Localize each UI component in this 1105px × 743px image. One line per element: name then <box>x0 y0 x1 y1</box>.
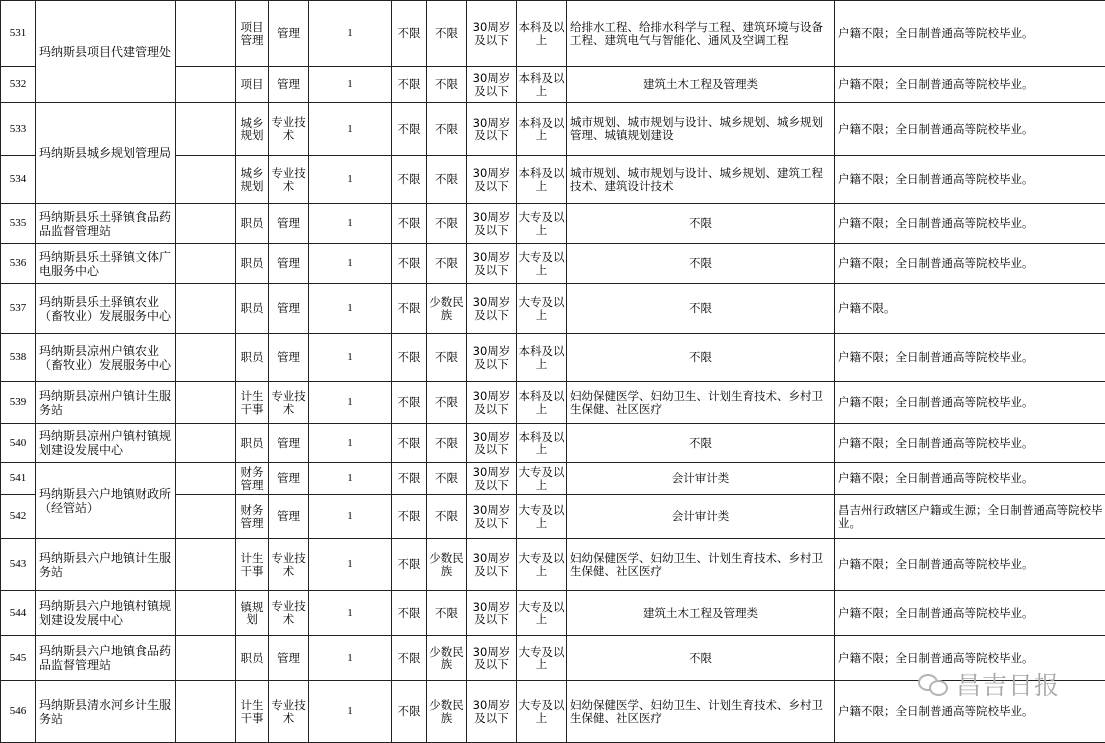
major-requirement: 不限 <box>567 334 835 382</box>
table-row <box>1 334 1105 382</box>
education-requirement: 本科及以上 <box>517 345 566 370</box>
position-name: 项目 <box>236 78 268 91</box>
position-name: 城乡规划 <box>236 167 268 192</box>
blank-cell <box>176 681 236 743</box>
age-requirement: 30周岁及以下 <box>467 646 516 671</box>
row-number: 539 <box>1 382 36 424</box>
blank-cell <box>176 204 236 244</box>
other-requirement: 户籍不限；全日制普通高等院校毕业。 <box>835 1 1105 67</box>
major-requirement: 城市规划、城市规划与设计、城乡规划、城乡规划管理、城镇规划建设 <box>567 103 835 156</box>
blank-cell <box>176 591 236 636</box>
age-requirement: 30周岁及以下 <box>467 211 516 236</box>
position-category: 管理 <box>269 204 309 244</box>
other-requirement: 户籍不限；全日制普通高等院校毕业。 <box>835 334 1105 382</box>
education-requirement: 大专及以上 <box>517 601 566 626</box>
row-number: 532 <box>1 67 36 103</box>
department-name: 玛纳斯县六户地镇村镇规划建设发展中心 <box>36 591 176 636</box>
education-requirement: 本科及以上 <box>517 431 566 456</box>
hire-count: 1 <box>309 103 392 156</box>
hire-count: 1 <box>309 204 392 244</box>
row-number: 533 <box>1 103 36 156</box>
position-category: 管理 <box>269 284 309 334</box>
requirement-cell: 不限 <box>392 78 426 91</box>
ethnicity-requirement: 少数民族 <box>427 296 466 321</box>
ethnicity-requirement: 不限 <box>427 217 466 230</box>
age-requirement: 30周岁及以下 <box>467 552 516 577</box>
education-requirement: 大专及以上 <box>517 552 566 577</box>
age-requirement: 30周岁及以下 <box>467 296 516 321</box>
major-requirement: 不限 <box>567 636 835 681</box>
position-name: 职员 <box>236 302 268 315</box>
department-name: 玛纳斯县六户地镇食品药品监督管理站 <box>36 636 176 681</box>
position-name: 城乡规划 <box>236 117 268 142</box>
table-row <box>1 284 1105 334</box>
row-number: 538 <box>1 334 36 382</box>
position-name: 职员 <box>236 437 268 450</box>
major-requirement: 不限 <box>567 244 835 284</box>
wechat-icon <box>918 672 948 696</box>
department-name: 玛纳斯县凉州户镇农业（畜牧业）发展服务中心 <box>36 334 176 382</box>
hire-count: 1 <box>309 156 392 204</box>
major-requirement: 建筑土木工程及管理类 <box>567 591 835 636</box>
ethnicity-requirement: 不限 <box>427 27 466 40</box>
ethnicity-requirement: 不限 <box>427 396 466 409</box>
age-requirement: 30周岁及以下 <box>467 466 516 491</box>
position-category: 管理 <box>269 636 309 681</box>
ethnicity-requirement: 不限 <box>427 173 466 186</box>
blank-cell <box>176 156 236 204</box>
hire-count: 1 <box>309 334 392 382</box>
other-requirement: 户籍不限；全日制普通高等院校毕业。 <box>835 204 1105 244</box>
other-requirement: 户籍不限；全日制普通高等院校毕业。 <box>835 156 1105 204</box>
department-name: 玛纳斯县六户地镇财政所（经管站） <box>36 463 176 539</box>
age-requirement: 30周岁及以下 <box>467 601 516 626</box>
position-category: 专业技术 <box>269 681 309 743</box>
department-name: 玛纳斯县清水河乡计生服务站 <box>36 681 176 743</box>
row-number: 543 <box>1 539 36 591</box>
requirement-cell: 不限 <box>392 217 426 230</box>
education-requirement: 大专及以上 <box>517 504 566 529</box>
position-name: 财务管理 <box>236 504 268 529</box>
position-category: 专业技术 <box>269 156 309 204</box>
blank-cell <box>176 636 236 681</box>
position-name: 计生干事 <box>236 390 268 415</box>
position-category: 专业技术 <box>269 591 309 636</box>
requirement-cell: 不限 <box>392 472 426 485</box>
education-requirement: 大专及以上 <box>517 699 566 724</box>
position-name: 镇规划 <box>236 601 268 626</box>
ethnicity-requirement: 少数民族 <box>427 699 466 724</box>
major-requirement: 不限 <box>567 284 835 334</box>
row-number: 534 <box>1 156 36 204</box>
education-requirement: 本科及以上 <box>517 167 566 192</box>
row-number: 541 <box>1 463 36 495</box>
other-requirement: 户籍不限；全日制普通高等院校毕业。 <box>835 636 1105 681</box>
department-name: 玛纳斯县乐土驿镇农业（畜牧业）发展服务中心 <box>36 284 176 334</box>
age-requirement: 30周岁及以下 <box>467 699 516 724</box>
hire-count: 1 <box>309 463 392 495</box>
education-requirement: 大专及以上 <box>517 466 566 491</box>
ethnicity-requirement: 不限 <box>427 510 466 523</box>
major-requirement: 会计审计类 <box>567 463 835 495</box>
hire-count: 1 <box>309 424 392 463</box>
table-row <box>1 463 1105 495</box>
position-category: 专业技术 <box>269 103 309 156</box>
blank-cell <box>176 424 236 463</box>
education-requirement: 本科及以上 <box>517 117 566 142</box>
row-number: 535 <box>1 204 36 244</box>
major-requirement: 妇幼保健医学、妇幼卫生、计划生育技术、乡村卫生保健、社区医疗 <box>567 539 835 591</box>
age-requirement: 30周岁及以下 <box>467 504 516 529</box>
ethnicity-requirement: 不限 <box>427 472 466 485</box>
position-category: 专业技术 <box>269 539 309 591</box>
position-name: 计生干事 <box>236 552 268 577</box>
position-name: 职员 <box>236 351 268 364</box>
blank-cell <box>176 284 236 334</box>
education-requirement: 大专及以上 <box>517 296 566 321</box>
major-requirement: 给排水工程、给排水科学与工程、建筑环境与设备工程、建筑电气与智能化、通风及空调工程 <box>567 1 835 67</box>
major-requirement: 妇幼保健医学、妇幼卫生、计划生育技术、乡村卫生保健、社区医疗 <box>567 681 835 743</box>
education-requirement: 大专及以上 <box>517 646 566 671</box>
blank-cell <box>176 244 236 284</box>
table-row <box>1 424 1105 463</box>
age-requirement: 30周岁及以下 <box>467 251 516 276</box>
blank-cell <box>176 334 236 382</box>
requirement-cell: 不限 <box>392 558 426 571</box>
ethnicity-requirement: 不限 <box>427 123 466 136</box>
age-requirement: 30周岁及以下 <box>467 117 516 142</box>
requirement-cell: 不限 <box>392 27 426 40</box>
position-category: 管理 <box>269 495 309 539</box>
table-row <box>1 539 1105 591</box>
requirement-cell: 不限 <box>392 705 426 718</box>
requirement-cell: 不限 <box>392 351 426 364</box>
requirement-cell: 不限 <box>392 437 426 450</box>
ethnicity-requirement: 不限 <box>427 257 466 270</box>
department-name: 玛纳斯县凉州户镇村镇规划建设发展中心 <box>36 424 176 463</box>
ethnicity-requirement: 少数民族 <box>427 552 466 577</box>
department-name: 玛纳斯县六户地镇计生服务站 <box>36 539 176 591</box>
other-requirement: 户籍不限；全日制普通高等院校毕业。 <box>835 382 1105 424</box>
position-category: 管理 <box>269 1 309 67</box>
other-requirement: 户籍不限；全日制普通高等院校毕业。 <box>835 244 1105 284</box>
blank-cell <box>176 539 236 591</box>
position-name: 计生干事 <box>236 699 268 724</box>
requirement-cell: 不限 <box>392 652 426 665</box>
row-number: 542 <box>1 495 36 539</box>
hire-count: 1 <box>309 591 392 636</box>
department-name: 玛纳斯县凉州户镇计生服务站 <box>36 382 176 424</box>
requirement-cell: 不限 <box>392 607 426 620</box>
row-number: 531 <box>1 1 36 67</box>
other-requirement: 户籍不限；全日制普通高等院校毕业。 <box>835 67 1105 103</box>
major-requirement: 妇幼保健医学、妇幼卫生、计划生育技术、乡村卫生保健、社区医疗 <box>567 382 835 424</box>
position-name: 职员 <box>236 652 268 665</box>
major-requirement: 会计审计类 <box>567 495 835 539</box>
other-requirement: 户籍不限；全日制普通高等院校毕业。 <box>835 681 1105 743</box>
education-requirement: 本科及以上 <box>517 390 566 415</box>
row-number: 537 <box>1 284 36 334</box>
position-name: 职员 <box>236 257 268 270</box>
department-name: 玛纳斯县项目代建管理处 <box>36 1 176 103</box>
blank-cell <box>176 1 236 67</box>
requirement-cell: 不限 <box>392 257 426 270</box>
education-requirement: 本科及以上 <box>517 21 566 46</box>
ethnicity-requirement: 不限 <box>427 351 466 364</box>
hire-count: 1 <box>309 244 392 284</box>
age-requirement: 30周岁及以下 <box>467 72 516 97</box>
other-requirement: 户籍不限；全日制普通高等院校毕业。 <box>835 103 1105 156</box>
blank-cell <box>176 463 236 495</box>
table-row <box>1 204 1105 244</box>
other-requirement: 户籍不限；全日制普通高等院校毕业。 <box>835 424 1105 463</box>
blank-cell <box>176 103 236 156</box>
requirement-cell: 不限 <box>392 123 426 136</box>
major-requirement: 不限 <box>567 424 835 463</box>
requirement-cell: 不限 <box>392 302 426 315</box>
education-requirement: 本科及以上 <box>517 72 566 97</box>
table-row <box>1 591 1105 636</box>
position-category: 专业技术 <box>269 382 309 424</box>
ethnicity-requirement: 不限 <box>427 437 466 450</box>
other-requirement: 户籍不限；全日制普通高等院校毕业。 <box>835 539 1105 591</box>
row-number: 536 <box>1 244 36 284</box>
watermark-text: 昌吉日报 <box>956 666 1060 702</box>
major-requirement: 不限 <box>567 204 835 244</box>
major-requirement: 城市规划、城市规划与设计、城乡规划、建筑工程技术、建筑设计技术 <box>567 156 835 204</box>
row-number: 544 <box>1 591 36 636</box>
department-name: 玛纳斯县城乡规划管理局 <box>36 103 176 204</box>
age-requirement: 30周岁及以下 <box>467 167 516 192</box>
department-name: 玛纳斯县乐土驿镇文体广电服务中心 <box>36 244 176 284</box>
requirement-cell: 不限 <box>392 396 426 409</box>
major-requirement: 建筑土木工程及管理类 <box>567 67 835 103</box>
table-row <box>1 103 1105 156</box>
table-row <box>1 1 1105 67</box>
education-requirement: 大专及以上 <box>517 211 566 236</box>
other-requirement: 户籍不限；全日制普通高等院校毕业。 <box>835 463 1105 495</box>
blank-cell <box>176 495 236 539</box>
other-requirement: 昌吉州行政辖区户籍或生源；全日制普通高等院校毕业。 <box>835 495 1105 539</box>
position-name: 财务管理 <box>236 466 268 491</box>
blank-cell <box>176 382 236 424</box>
table-row <box>1 382 1105 424</box>
newspaper-watermark <box>918 668 1060 700</box>
table-row <box>1 244 1105 284</box>
position-category: 管理 <box>269 463 309 495</box>
hire-count: 1 <box>309 382 392 424</box>
hire-count: 1 <box>309 495 392 539</box>
ethnicity-requirement: 少数民族 <box>427 646 466 671</box>
row-number: 545 <box>1 636 36 681</box>
other-requirement: 户籍不限；全日制普通高等院校毕业。 <box>835 591 1105 636</box>
age-requirement: 30周岁及以下 <box>467 345 516 370</box>
ethnicity-requirement: 不限 <box>427 607 466 620</box>
hire-count: 1 <box>309 1 392 67</box>
other-requirement: 户籍不限。 <box>835 284 1105 334</box>
age-requirement: 30周岁及以下 <box>467 431 516 456</box>
position-category: 管理 <box>269 334 309 382</box>
education-requirement: 大专及以上 <box>517 251 566 276</box>
row-number: 546 <box>1 681 36 743</box>
position-category: 管理 <box>269 424 309 463</box>
hire-count: 1 <box>309 681 392 743</box>
age-requirement: 30周岁及以下 <box>467 21 516 46</box>
hire-count: 1 <box>309 636 392 681</box>
position-category: 管理 <box>269 67 309 103</box>
position-name: 职员 <box>236 217 268 230</box>
row-number: 540 <box>1 424 36 463</box>
age-requirement: 30周岁及以下 <box>467 390 516 415</box>
position-category: 管理 <box>269 244 309 284</box>
hire-count: 1 <box>309 67 392 103</box>
requirement-cell: 不限 <box>392 173 426 186</box>
hire-count: 1 <box>309 539 392 591</box>
requirement-cell: 不限 <box>392 510 426 523</box>
department-name: 玛纳斯县乐土驿镇食品药品监督管理站 <box>36 204 176 244</box>
position-name: 项目管理 <box>236 21 268 46</box>
blank-cell <box>176 67 236 103</box>
ethnicity-requirement: 不限 <box>427 78 466 91</box>
hire-count: 1 <box>309 284 392 334</box>
